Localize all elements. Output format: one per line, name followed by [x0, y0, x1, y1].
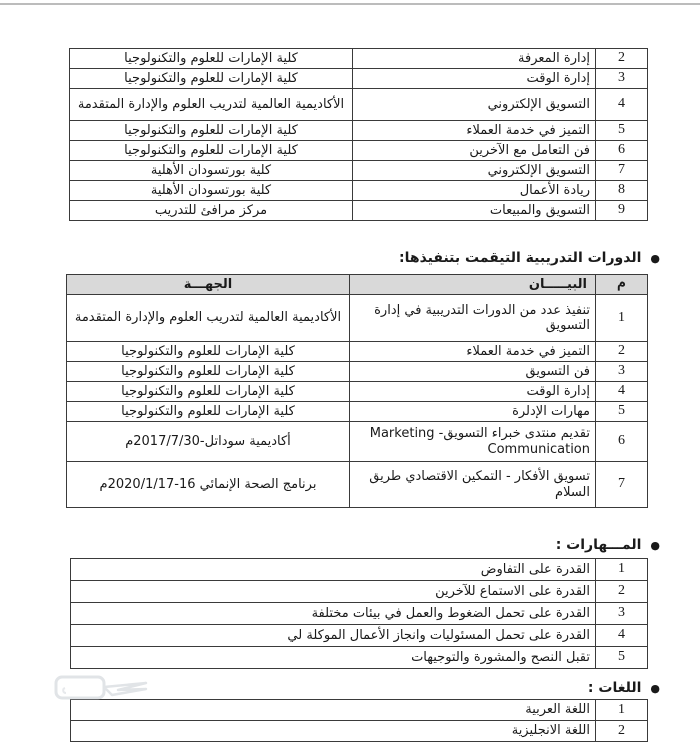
- table-row: [67, 295, 648, 342]
- table-row: [67, 422, 648, 462]
- entity-cell: برنامج الصحة الإنمائي 16-2020/1/17م: [67, 462, 350, 508]
- bullet-icon: ●: [650, 681, 660, 695]
- header-entity-cell: الجهـــة: [67, 275, 350, 295]
- row-number-cell: 4: [596, 625, 648, 647]
- table-row: [71, 603, 648, 625]
- skills-section-heading: [0, 536, 700, 554]
- table-row: [70, 121, 648, 141]
- institution-cell: كلية الإمارات للعلوم والتكنولوجيا: [70, 69, 353, 89]
- table-row: [67, 342, 648, 362]
- course-cell: ريادة الأعمال: [353, 181, 596, 201]
- table-row: [71, 625, 648, 647]
- bullet-icon: ●: [650, 251, 660, 265]
- course-cell: التسويق الإلكتروني: [353, 89, 596, 121]
- row-number-cell: 4: [596, 89, 648, 121]
- table-row: [67, 462, 648, 508]
- table-row: [71, 581, 648, 603]
- row-number-cell: 7: [596, 462, 648, 508]
- section-title: اللغات :: [587, 680, 642, 696]
- institution-cell: كلية بورتسودان الأهلية: [70, 161, 353, 181]
- table-row: [70, 181, 648, 201]
- course-cell: إدارة الوقت: [353, 69, 596, 89]
- skill-cell: تقبل النصح والمشورة والتوجيهات: [71, 647, 596, 669]
- row-number-cell: 7: [596, 161, 648, 181]
- entity-cell: الأكاديمية العالمية لتدريب العلوم والإدارة المتقدمة: [67, 295, 350, 342]
- row-number-cell: 9: [596, 201, 648, 221]
- table-row: [71, 721, 648, 742]
- description-cell: تسويق الأفكار - التمكين الاقتصادي طريق السلام: [350, 462, 596, 508]
- courses-table-continued: [69, 48, 648, 221]
- entity-cell: أكاديمية سوداتل-2017/7/30م: [67, 422, 350, 462]
- table-row: [70, 89, 648, 121]
- language-cell: اللغة الانجليزية: [71, 721, 596, 742]
- row-number-cell: 3: [596, 69, 648, 89]
- section-title: الدورات التدريبية التيقمت بتنفيذها:: [399, 250, 642, 266]
- description-cell: إدارة الوقت: [350, 382, 596, 402]
- course-cell: التسويق والمبيعات: [353, 201, 596, 221]
- row-number-cell: 4: [596, 382, 648, 402]
- institution-cell: الأكاديمية العالمية لتدريب العلوم والإدارة المتقدمة: [70, 89, 353, 121]
- description-cell: تقديم منتدى خبراء التسويق- Marketing Communication: [350, 422, 596, 462]
- table-row: [70, 141, 648, 161]
- bullet-icon: ●: [650, 538, 660, 552]
- institution-cell: كلية الإمارات للعلوم والتكنولوجيا: [70, 49, 353, 69]
- course-cell: التسويق الإلكتروني: [353, 161, 596, 181]
- row-number-cell: 5: [596, 647, 648, 669]
- course-cell: فن التعامل مع الآخرين: [353, 141, 596, 161]
- header-num-cell: م: [596, 275, 648, 295]
- table-row: [70, 49, 648, 69]
- table-row: [70, 161, 648, 181]
- page-top-rule: [0, 3, 700, 5]
- table-row: [71, 647, 648, 669]
- table-header-row: [67, 275, 648, 295]
- row-number-cell: 5: [596, 402, 648, 422]
- institution-cell: مركز مرافئ للتدريب: [70, 201, 353, 221]
- table-row: [70, 69, 648, 89]
- institution-cell: كلية بورتسودان الأهلية: [70, 181, 353, 201]
- table-row: [70, 201, 648, 221]
- table-row: [71, 559, 648, 581]
- row-number-cell: 2: [596, 49, 648, 69]
- row-number-cell: 2: [596, 342, 648, 362]
- entity-cell: كلية الإمارات للعلوم والتكنولوجيا: [67, 382, 350, 402]
- entity-cell: كلية الإمارات للعلوم والتكنولوجيا: [67, 362, 350, 382]
- row-number-cell: 6: [596, 422, 648, 462]
- course-cell: إدارة المعرفة: [353, 49, 596, 69]
- row-number-cell: 2: [596, 581, 648, 603]
- table-row: [67, 362, 648, 382]
- courses-section-heading: [0, 249, 700, 267]
- row-number-cell: 2: [596, 721, 648, 742]
- table-row: [67, 402, 648, 422]
- institution-cell: كلية الإمارات للعلوم والتكنولوجيا: [70, 121, 353, 141]
- skill-cell: القدرة على الاستماع للآخرين: [71, 581, 596, 603]
- executed-courses-table: [66, 274, 648, 508]
- description-cell: مهارات الإدلرة: [350, 402, 596, 422]
- entity-cell: كلية الإمارات للعلوم والتكنولوجيا: [67, 402, 350, 422]
- row-number-cell: 1: [596, 700, 648, 721]
- course-cell: التميز في خدمة العملاء: [353, 121, 596, 141]
- languages-section-heading: [0, 679, 700, 697]
- row-number-cell: 1: [596, 295, 648, 342]
- languages-table: [70, 699, 648, 742]
- skill-cell: القدرة على تحمل المسئوليات وانجاز الأعمال الموكلة لي: [71, 625, 596, 647]
- row-number-cell: 5: [596, 121, 648, 141]
- description-cell: التميز في خدمة العملاء: [350, 342, 596, 362]
- row-number-cell: 8: [596, 181, 648, 201]
- skills-table: [70, 558, 648, 669]
- table-row: [71, 700, 648, 721]
- row-number-cell: 1: [596, 559, 648, 581]
- skill-cell: القدرة على التفاوض: [71, 559, 596, 581]
- row-number-cell: 6: [596, 141, 648, 161]
- entity-cell: كلية الإمارات للعلوم والتكنولوجيا: [67, 342, 350, 362]
- section-title: المـــهارات :: [555, 537, 642, 553]
- institution-cell: كلية الإمارات للعلوم والتكنولوجيا: [70, 141, 353, 161]
- row-number-cell: 3: [596, 603, 648, 625]
- description-cell: تنفيذ عدد من الدورات التدريبية في إدارة التسويق: [350, 295, 596, 342]
- table-row: [67, 382, 648, 402]
- skill-cell: القدرة على تحمل الضغوط والعمل في بيئات مختلفة: [71, 603, 596, 625]
- row-number-cell: 3: [596, 362, 648, 382]
- language-cell: اللغة العربية: [71, 700, 596, 721]
- description-cell: فن التسويق: [350, 362, 596, 382]
- header-description-cell: البيـــــان: [350, 275, 596, 295]
